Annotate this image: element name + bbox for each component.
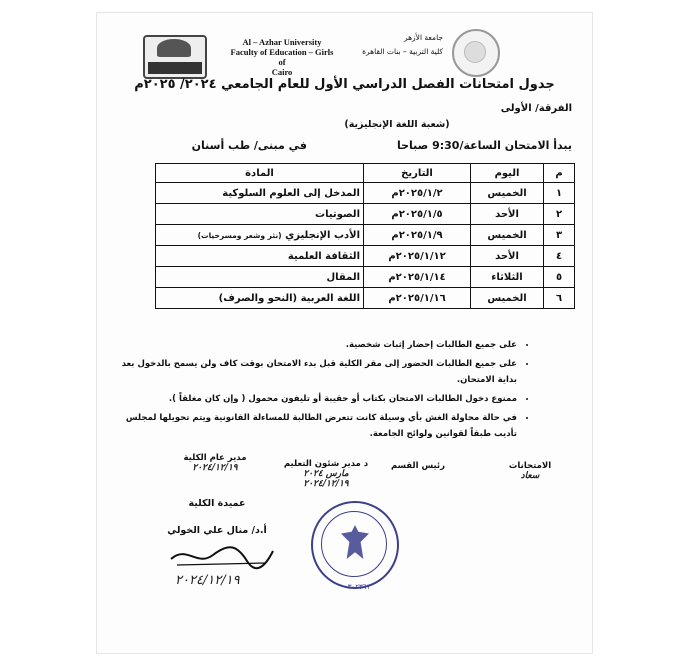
signature-dept-head-label: رئيس القسم — [390, 461, 446, 471]
faculty-logo — [143, 35, 207, 79]
signature-gen-date: ٢٠٢٤/١٢/١٩ — [192, 463, 238, 473]
row-subject: الصوتيات — [156, 204, 364, 225]
signature-exams — [495, 461, 565, 481]
university-arabic-header — [337, 31, 443, 59]
header-date: التاريخ — [364, 164, 471, 183]
row-subject: المدخل إلى العلوم السلوكية — [156, 183, 364, 204]
stamp-serial: ٣٠٢٣٦١ — [347, 583, 371, 591]
start-time-label: يبدأ الامتحان الساعة/9:30 صباحا — [396, 139, 572, 152]
row-subject: المقال — [156, 267, 364, 288]
dean-name: أ.د/ منال علي الخولي — [167, 525, 267, 536]
page-title: جدول امتحانات الفصل الدراسي الأول للعام الجامعي ٢٠٢٤/ ٢٠٢٥م — [134, 77, 555, 92]
header-num: م — [544, 164, 575, 183]
row-num: ٦ — [544, 288, 575, 309]
signature-edu-affairs — [271, 459, 381, 489]
dean-signature-date: ٢٠٢٤/١٢/١٩ — [175, 573, 240, 588]
table-header-row — [156, 164, 575, 183]
faculty-name-en: Faculty of Education – Girls of — [230, 47, 334, 67]
signature-general-manager-label: مدير عام الكلية — [183, 453, 247, 463]
row-day: الأحد — [471, 204, 544, 225]
row-num: ٤ — [544, 246, 575, 267]
row-date: ٢٠٢٥/١/٥م — [364, 204, 471, 225]
rule-item: • على جميع الطالبات إحضار إثبات شخصية. — [117, 337, 517, 353]
row-date: ٢٠٢٥/١/١٢م — [364, 246, 471, 267]
logo-band — [148, 62, 202, 74]
row-day: الخميس — [471, 225, 544, 246]
table-row — [156, 225, 575, 246]
university-english-header — [227, 37, 337, 77]
university-name-ar: جامعة الأزهر — [403, 33, 443, 42]
row-num: ٥ — [544, 267, 575, 288]
level-label: الفرقة/ الأولى — [500, 103, 572, 114]
row-date: ٢٠٢٥/١/٩م — [364, 225, 471, 246]
row-day: الخميس — [471, 183, 544, 204]
row-num: ٢ — [544, 204, 575, 225]
signature-edu-date: ٢٠٢٤/١٢/١٩ — [303, 479, 349, 489]
table-row — [156, 246, 575, 267]
row-day: الخميس — [471, 288, 544, 309]
faculty-name-ar: كلية التربية – بنات القاهرة — [362, 47, 443, 56]
dean-title: عميدة الكلية — [188, 498, 246, 509]
rule-item: • على جميع الطالبات الحضور إلى مقر الكلية قبل بدء الامتحان بوقت كاف ولن يسمح بالدخول بعد بداية الامتحان. — [117, 356, 517, 388]
table-row — [156, 204, 575, 225]
city-name-en: Cairo — [271, 67, 293, 77]
venue-label: في مبنى/ طب أسنان — [191, 139, 307, 152]
signature-general-manager — [175, 453, 255, 473]
dean-signature-icon — [167, 541, 277, 571]
signature-edu-handwriting: مارس ٢٠٢٤ — [303, 469, 349, 479]
row-day: الأحد — [471, 246, 544, 267]
header-subject: المادة — [156, 164, 364, 183]
document-page — [96, 12, 593, 654]
row-date: ٢٠٢٥/١/١٦م — [364, 288, 471, 309]
exam-schedule-table — [155, 163, 575, 309]
subject-note: (نثر وشعر ومسرحيات) — [197, 230, 282, 240]
signature-edu-affairs-label: د مدير شئون التعليم — [283, 459, 369, 469]
signature-exams-label: الامتحانات — [508, 461, 552, 471]
subject-name: الأدب الإنجليزي — [285, 229, 360, 241]
table-row — [156, 267, 575, 288]
signature-exams-handwriting: سعاد — [520, 471, 540, 481]
exam-rules-list — [117, 337, 529, 445]
crest-icon — [157, 39, 191, 57]
header-day: اليوم — [471, 164, 544, 183]
row-subject — [156, 225, 364, 246]
official-stamp — [311, 501, 399, 589]
seal-icon — [464, 41, 486, 63]
row-date: ٢٠٢٥/١/١٤م — [364, 267, 471, 288]
university-name-en: Al – Azhar University — [242, 37, 322, 47]
row-date: ٢٠٢٥/١/٢م — [364, 183, 471, 204]
signature-dept-head — [383, 461, 453, 471]
row-subject: اللغة العربية (النحو والصرف) — [156, 288, 364, 309]
division-label: (شعبة اللغة الإنجليزية) — [344, 119, 450, 130]
row-subject: الثقافة العلمية — [156, 246, 364, 267]
table-row — [156, 183, 575, 204]
row-num: ١ — [544, 183, 575, 204]
rule-item: • في حالة محاولة الغش بأي وسيلة كانت تتعرض الطالبة للمساءلة القانونية ويتم تحويلها لمجلس تأديب طبقاً لقوانين ولوائح الجامعة. — [117, 410, 517, 442]
university-seal — [452, 29, 500, 77]
row-num: ٣ — [544, 225, 575, 246]
row-day: الثلاثاء — [471, 267, 544, 288]
rule-item: • ممنوع دخول الطالبات الامتحان بكتاب أو حقيبة أو تليفون محمول ( وإن كان مغلقاً ). — [117, 391, 517, 407]
table-row — [156, 288, 575, 309]
